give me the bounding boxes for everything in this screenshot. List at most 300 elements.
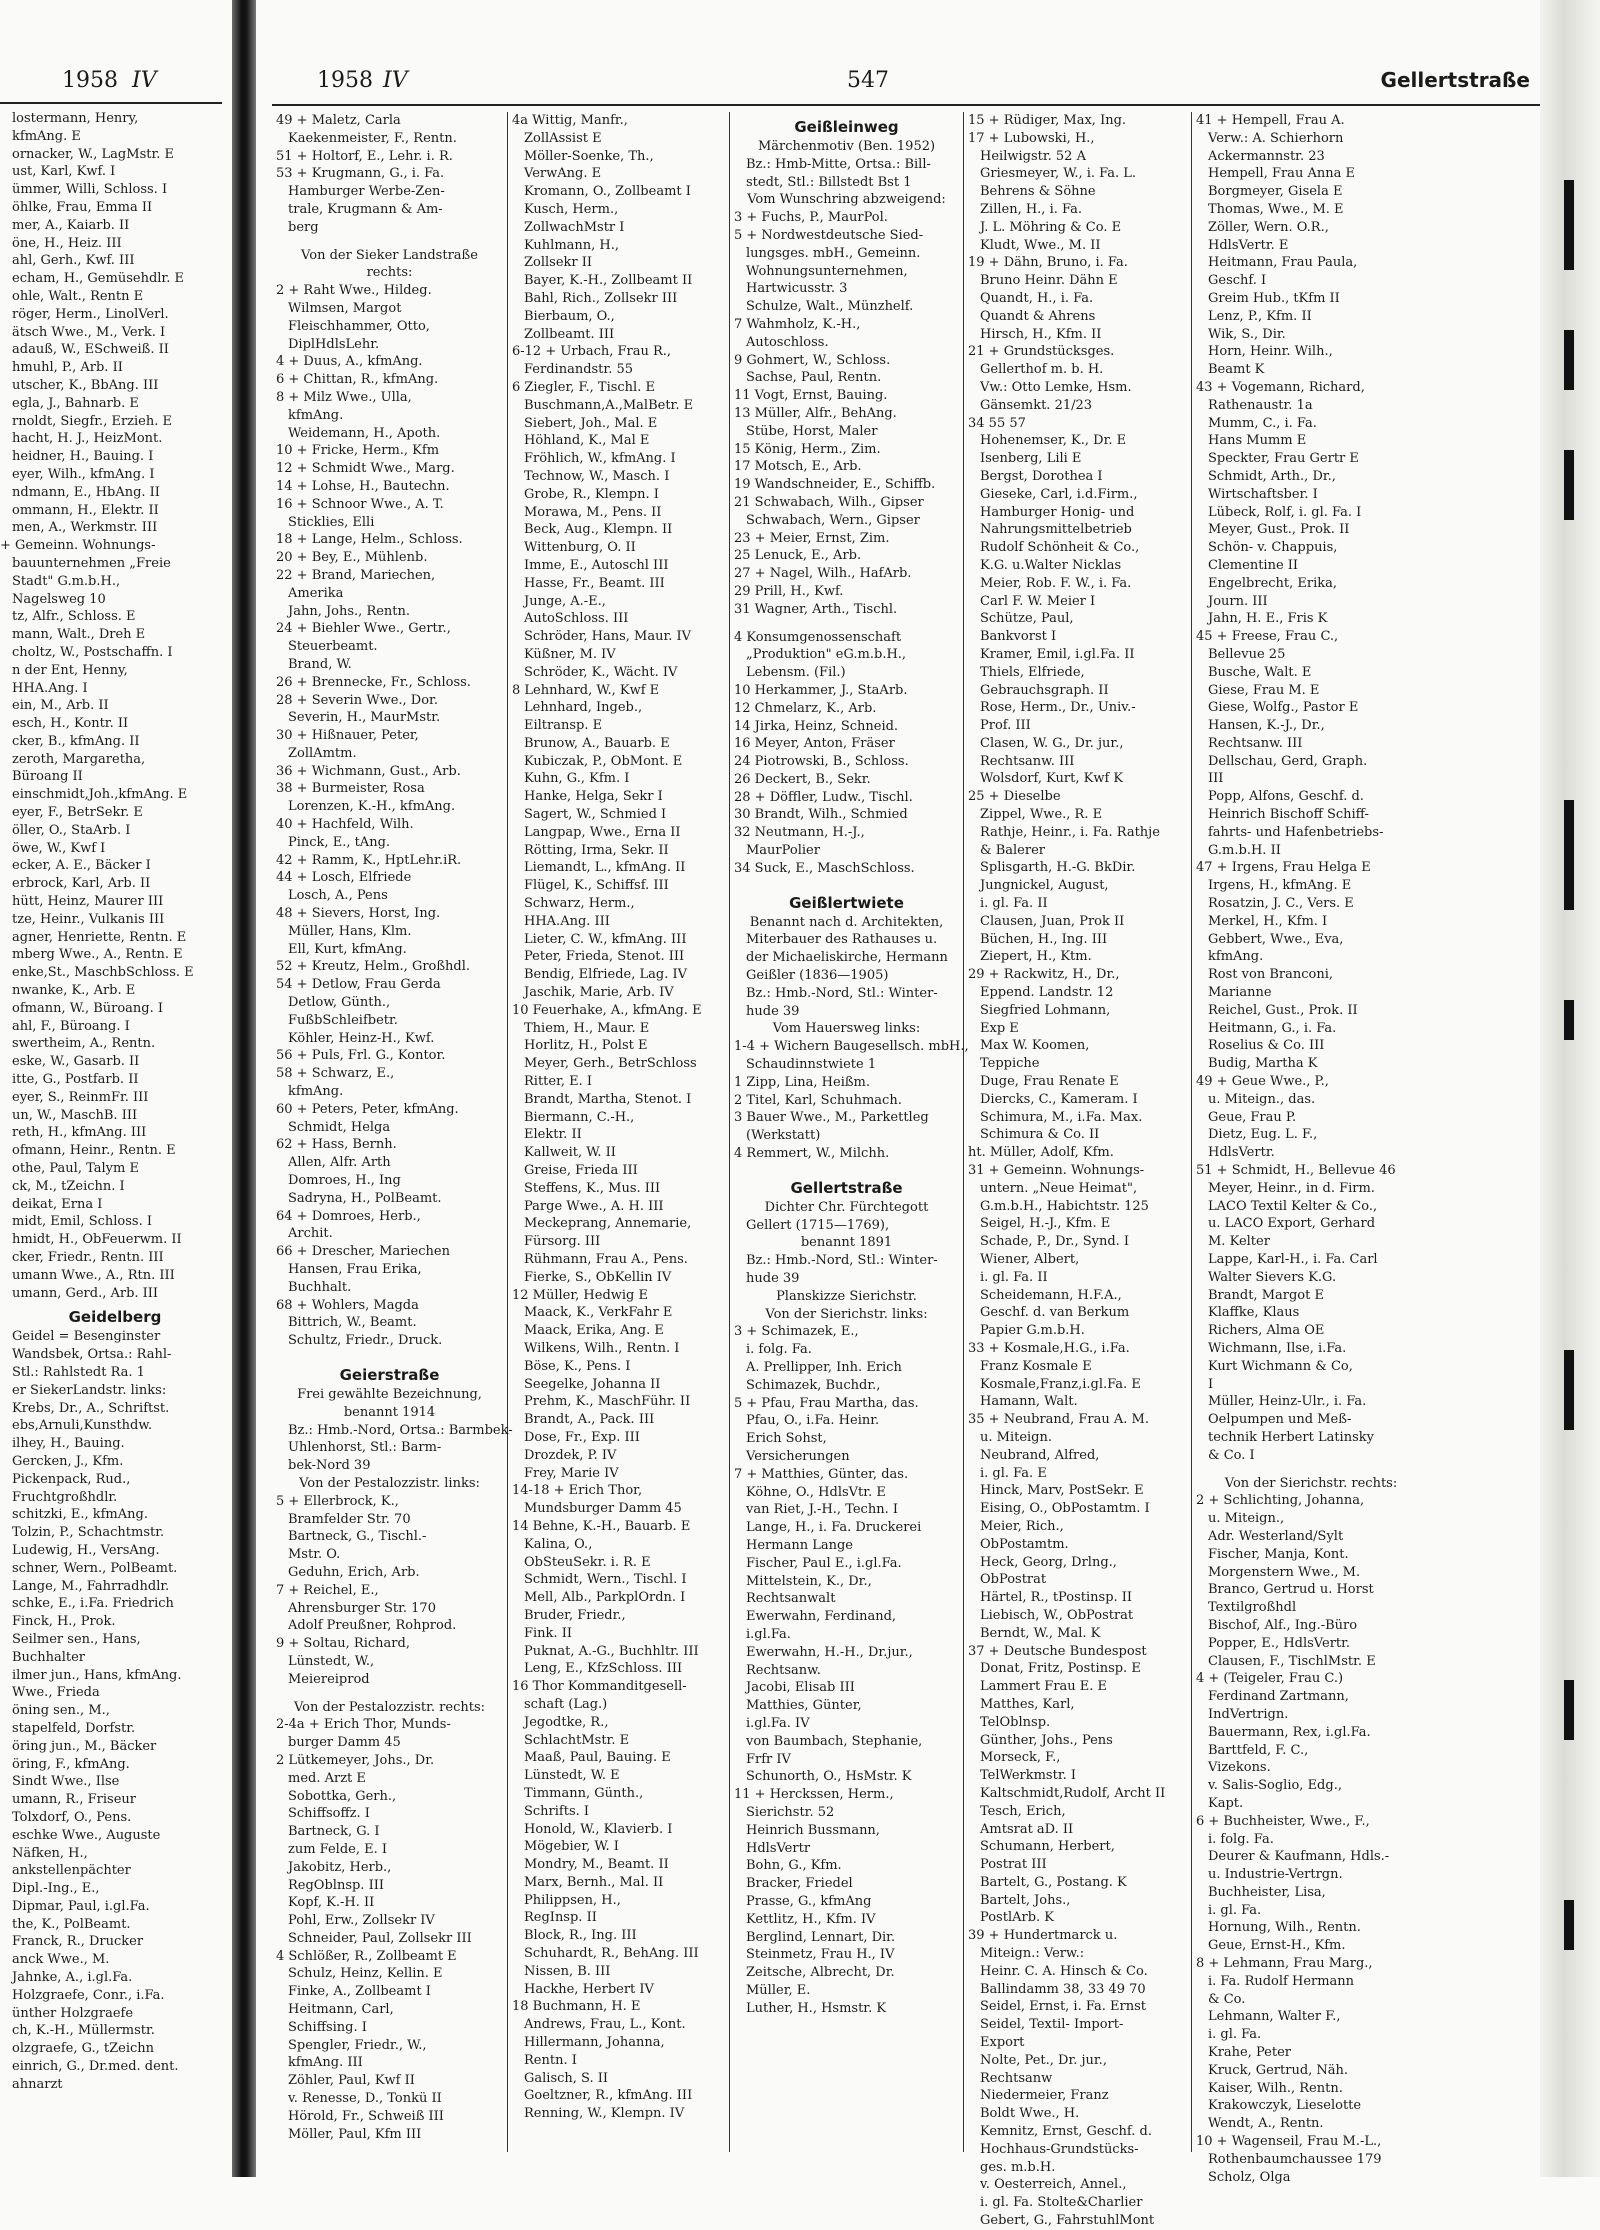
directory-entry: 31 Wagner, Arth., Tischl. xyxy=(734,601,898,617)
directory-entry: kfmAng. xyxy=(288,1084,344,1100)
directory-entry: 4 Konsumgenossenschaft xyxy=(734,629,902,645)
directory-entry: kfmAng. xyxy=(1208,949,1264,965)
directory-entry: Verw.: A. Schierhorn xyxy=(1208,130,1344,146)
directory-entry: u. LACO Export, Gerhard xyxy=(1208,1216,1376,1232)
directory-entry: Rechtsanw. xyxy=(746,1662,821,1678)
directory-entry: Greise, Frieda III xyxy=(524,1163,638,1179)
directory-entry: 26 + Brennecke, Fr., Schloss. xyxy=(276,674,471,690)
directory-entry: Brandt, Martha, Stenot. I xyxy=(524,1091,692,1107)
directory-entry: (Werkstatt) xyxy=(746,1128,821,1144)
directory-entry: Horn, Heinr. Wilh., xyxy=(1208,344,1333,360)
directory-entry: Eising, O., ObPostamtm. I xyxy=(980,1501,1150,1517)
directory-entry: Hansen, K.-J., Dr., xyxy=(1208,718,1325,734)
running-street-head: Gellertstraße xyxy=(1380,68,1530,92)
directory-entry: ilmer jun., Hans, kfmAng. xyxy=(12,1667,182,1683)
directory-entry: Brandt, Margot E xyxy=(1208,1287,1324,1303)
directory-column-5 xyxy=(1192,112,1430,2185)
directory-entry: Dietz, Eug. L. F., xyxy=(1208,1127,1318,1143)
directory-entry: Schumann, Herbert, xyxy=(980,1839,1115,1855)
street-heading: Gellertstraße xyxy=(790,1178,903,1197)
directory-entry: G.m.b.H. II xyxy=(1208,842,1281,858)
directory-entry: trale, Krugmann & Am- xyxy=(288,201,443,217)
directory-entry: rechts: xyxy=(366,265,413,281)
directory-entry: Meyer, Heinr., in d. Firm. xyxy=(1208,1180,1375,1196)
directory-entry: 31 + Gemeinn. Wohnungs- xyxy=(968,1163,1145,1179)
directory-entry: + Gemeinn. Wohnungs- xyxy=(0,538,156,554)
directory-entry: i.gl.Fa. IV xyxy=(746,1715,810,1731)
directory-entry: schke, E., i.Fa. Friedrich xyxy=(12,1596,174,1612)
directory-entry: Bellevue 25 xyxy=(1208,646,1286,662)
directory-entry: Rechtsanw xyxy=(980,2070,1053,2086)
directory-entry: 52 + Kreutz, Helm., Großhdl. xyxy=(276,959,471,975)
directory-entry: Postrat III xyxy=(980,1857,1047,1873)
directory-entry: Ackermannstr. 23 xyxy=(1208,148,1325,164)
directory-entry: 17 Motsch, E., Arb. xyxy=(734,459,862,475)
directory-entry: Clasen, W. G., Dr. jur., xyxy=(980,735,1124,751)
directory-entry: Schmidt, Arth., Dr., xyxy=(1208,468,1336,484)
directory-entry: Lünstedt, W. E xyxy=(524,1768,620,1784)
directory-entry: 41 + Hempell, Frau A. xyxy=(1196,113,1345,128)
directory-entry: Seilmer sen., Hans, xyxy=(12,1631,141,1647)
directory-entry: Franz Kosmale E xyxy=(980,1358,1092,1374)
directory-entry: Kromann, O., Zollbeamt I xyxy=(524,184,691,200)
directory-entry: Mundsburger Damm 45 xyxy=(524,1501,682,1517)
directory-entry: schner, Wern., PolBeamt. xyxy=(12,1560,178,1576)
directory-entry: ohle, Walt., Rentn E xyxy=(12,288,144,304)
left-page-header-rule xyxy=(0,102,222,104)
directory-entry: 2 + Raht Wwe., Hildeg. xyxy=(276,283,432,299)
directory-entry: Rathenaustr. 1a xyxy=(1208,397,1313,413)
directory-entry: benannt 1891 xyxy=(800,1235,893,1251)
directory-entry: Müller, Heinz-Ulr., i. Fa. xyxy=(1208,1394,1367,1410)
directory-entry: Beamt K xyxy=(1208,362,1265,378)
directory-entry: Bruno Heinr. Dähn E xyxy=(980,273,1118,289)
directory-entry: 54 + Detlow, Frau Gerda xyxy=(276,977,441,993)
directory-entry: 66 + Drescher, Mariechen xyxy=(276,1244,450,1260)
directory-entry: 4 + Duus, A., kfmAng. xyxy=(276,354,423,370)
directory-entry: 21 Schwabach, Wilh., Gipser xyxy=(734,494,924,510)
directory-entry: Schröder, Hans, Maur. IV xyxy=(524,629,692,645)
directory-entry: Export xyxy=(980,2035,1025,2051)
directory-entry: Geue, Frau P. xyxy=(1208,1109,1297,1125)
directory-entry: 8 + Milz Wwe., Ulla, xyxy=(276,389,412,405)
directory-entry: Splisgarth, H.-G. BkDir. xyxy=(980,860,1136,876)
directory-column-2 xyxy=(508,112,730,2152)
directory-entry: eyer, Wilh., kfmAng. I xyxy=(12,466,155,482)
directory-entry: Wandsbek, Ortsa.: Rahl- xyxy=(12,1347,172,1363)
directory-entry: & Co. xyxy=(1208,1991,1246,2007)
directory-entry: Biermann, C.-H., xyxy=(524,1109,635,1125)
directory-entry: Zollbeamt. III xyxy=(524,326,615,342)
directory-entry: VerwAng. E xyxy=(524,166,602,182)
directory-entry: 6 + Buchheister, Wwe., F., xyxy=(1196,1813,1370,1829)
directory-entry: Schmidt, Helga xyxy=(288,1119,391,1135)
directory-entry: schitzki, E., kfmAng. xyxy=(12,1507,148,1523)
directory-entry: 35 + Neubrand, Frau A. M. xyxy=(968,1412,1149,1428)
directory-entry: 12 Müller, Hedwig E xyxy=(512,1287,648,1303)
directory-entry: Fischer, Manja, Kont. xyxy=(1208,1546,1349,1562)
directory-entry: Ballindamm 38, 33 49 70 xyxy=(980,1981,1146,1997)
directory-entry: & Co. I xyxy=(1208,1447,1255,1463)
directory-entry: 56 + Puls, Frl. G., Kontor. xyxy=(276,1048,446,1064)
directory-entry: der Michaeliskirche, Hermann xyxy=(746,950,948,966)
directory-entry: Rathje, Heinr., i. Fa. Rathje xyxy=(980,824,1160,840)
directory-entry: 34 Suck, E., MaschSchloss. xyxy=(734,860,915,876)
directory-entry: Zollsekr II xyxy=(524,255,593,271)
directory-entry: Diercks, C., Kameram. I xyxy=(980,1091,1138,1107)
directory-entry: i. folg. Fa. xyxy=(746,1342,812,1358)
directory-entry: Geschf. I xyxy=(1208,273,1267,289)
directory-entry: Zillen, H., i. Fa. xyxy=(980,201,1083,217)
directory-entry: Wittenburg, O. II xyxy=(524,540,636,556)
directory-entry: A. Prellipper, Inh. Erich xyxy=(746,1360,902,1375)
directory-entry: cker, B., kfmAng. II xyxy=(12,733,140,749)
directory-entry: Niedermeier, Franz xyxy=(980,2088,1109,2104)
directory-entry: Hinck, Marv, PostSekr. E xyxy=(980,1483,1144,1499)
directory-entry: 32 Neutmann, H.-J., xyxy=(734,825,865,841)
directory-entry: Rötting, Irma, Sekr. II xyxy=(524,842,669,858)
directory-entry: agner, Henriette, Rentn. E xyxy=(12,929,187,945)
directory-entry: ObPostamtm. xyxy=(980,1536,1069,1552)
directory-entry: Puknat, A.-G., Buchhltr. III xyxy=(524,1643,699,1659)
directory-entry: Lammert Frau E. E xyxy=(980,1679,1108,1695)
directory-entry: Stadt" G.m.b.H., xyxy=(12,573,121,589)
directory-entry: Fink. II xyxy=(524,1625,572,1641)
directory-entry: Kubiczak, P., ObMont. E xyxy=(524,753,683,769)
directory-entry: Lappe, Karl-H., i. Fa. Carl xyxy=(1208,1252,1378,1267)
directory-entry: Bayer, K.-H., Zollbeamt II xyxy=(524,273,693,289)
directory-entry: Rentn. I xyxy=(524,2052,577,2068)
directory-entry: Hamburger Werbe-Zen- xyxy=(288,184,445,200)
directory-entry: Wohnungsunternehmen, xyxy=(746,263,908,279)
directory-entry: 4 + (Teigeler, Frau C.) xyxy=(1196,1671,1344,1687)
directory-entry: 8 + Lehmann, Frau Marg., xyxy=(1196,1956,1373,1972)
directory-entry: Kettlitz, H., Kfm. IV xyxy=(746,1911,876,1927)
directory-entry: Lieter, C. W., kfmAng. III xyxy=(524,931,687,947)
directory-entry: Pinck, E., tAng. xyxy=(288,834,391,850)
directory-entry: Meier, Rich., xyxy=(980,1518,1064,1534)
directory-entry: the, K., PolBeamt. xyxy=(12,1916,131,1932)
directory-entry: 47 + Irgens, Frau Helga E xyxy=(1196,860,1371,876)
directory-entry: echam, H., Gemüsehdlr. E xyxy=(12,271,184,287)
directory-entry: J. L. Möhring & Co. E xyxy=(980,219,1122,235)
directory-entry: 7 + Reichel, E., xyxy=(276,1582,379,1598)
directory-entry: Ritter, E. I xyxy=(524,1074,593,1090)
directory-entry: Schimura & Co. II xyxy=(980,1127,1100,1143)
directory-entry: Morseck, F., xyxy=(980,1750,1061,1766)
directory-entry: Wwe., Frieda xyxy=(12,1685,100,1701)
directory-entry: Barttfeld, F. C., xyxy=(1208,1742,1309,1758)
directory-entry: Andrews, Frau, L., Kont. xyxy=(524,2017,686,2033)
directory-column-4 xyxy=(964,112,1192,2229)
directory-entry: Hochhaus-Grundstücks- xyxy=(980,2141,1139,2157)
directory-entry: Dellschau, Gerd, Graph. xyxy=(1208,753,1368,769)
directory-entry: Fierke, S., ObKellin IV xyxy=(524,1269,672,1285)
directory-entry: Miterbauer des Rathauses u. xyxy=(746,932,938,948)
directory-entry: Maack, K., VerkFahr E xyxy=(524,1305,673,1321)
directory-entry: Speckter, Frau Gertr E xyxy=(1208,451,1359,467)
directory-entry: Clausen, Juan, Prok II xyxy=(980,913,1125,929)
directory-entry: 10 + Wagenseil, Frau M.-L., xyxy=(1196,2134,1382,2150)
directory-entry: Hackhe, Herbert IV xyxy=(524,1981,654,1997)
directory-entry: Prof. III xyxy=(980,718,1031,734)
book-gutter xyxy=(232,0,256,2177)
directory-entry: Vw.: Otto Lemke, Hsm. xyxy=(980,379,1132,395)
directory-entry: Nagelsweg 10 xyxy=(12,591,106,607)
directory-entry: 51 + Schmidt, H., Bellevue 46 xyxy=(1196,1163,1396,1179)
directory-entry: Rothenbaumchaussee 179 xyxy=(1208,2151,1382,2167)
directory-entry: ommann, H., Elektr. II xyxy=(12,502,159,518)
directory-column-3 xyxy=(730,112,969,2152)
directory-entry: 2 Lütkemeyer, Johs., Dr. xyxy=(276,1752,435,1768)
directory-entry: Morawa, M., Pens. II xyxy=(524,504,662,520)
directory-entry: Bahl, Rich., Zollsekr III xyxy=(524,290,678,306)
directory-entry: 62 + Hass, Bernh. xyxy=(276,1137,397,1153)
directory-entry: Wirtschaftsber. I xyxy=(1208,486,1318,502)
directory-entry: 18 Buchmann, H. E xyxy=(512,1999,641,2015)
directory-entry: 48 + Sievers, Horst, Ing. xyxy=(276,906,441,922)
directory-entry: Schön- v. Chappuis, xyxy=(1208,540,1338,556)
directory-entry: Spengler, Friedr., W., xyxy=(288,2037,427,2053)
directory-entry: Pfau, O., i.Fa. Heinr. xyxy=(746,1413,880,1429)
directory-entry: 14 Jirka, Heinz, Schneid. xyxy=(734,718,899,734)
directory-entry: Uhlenhorst, Stl.: Barm- xyxy=(288,1440,442,1456)
directory-entry: burger Damm 45 xyxy=(288,1735,401,1751)
directory-entry: 27 + Nagel, Wilh., HafArb. xyxy=(734,566,912,582)
directory-entry: Deurer & Kaufmann, Hdls.- xyxy=(1208,1849,1390,1865)
directory-entry: swertheim, A., Rentn. xyxy=(12,1036,156,1052)
directory-entry: Brand, W. xyxy=(288,656,352,672)
directory-entry: anck Wwe., M. xyxy=(12,1952,110,1968)
directory-entry: Block, R., Ing. III xyxy=(524,1928,637,1944)
directory-entry: Behrens & Söhne xyxy=(980,184,1096,200)
directory-entry: fahrts- und Hafenbetriebs- xyxy=(1208,824,1384,840)
directory-entry: men, A., Werkmstr. III xyxy=(12,520,158,536)
directory-entry: RegOblnsp. III xyxy=(288,1877,384,1893)
directory-entry: Sadryna, H., PolBeamt. xyxy=(288,1190,442,1206)
directory-entry: Bischof, Alf., Ing.-Büro xyxy=(1208,1617,1358,1633)
directory-entry: 44 + Losch, Elfriede xyxy=(276,870,412,886)
directory-entry: Adr. Westerland/Sylt xyxy=(1208,1528,1344,1544)
directory-entry: Pickenpack, Rud., xyxy=(12,1471,131,1487)
directory-entry: reth, H., kfmAng. III xyxy=(12,1125,147,1141)
directory-entry: 16 Thor Kommanditgesell- xyxy=(512,1679,687,1695)
directory-entry: Sierichstr. 52 xyxy=(746,1804,835,1820)
directory-entry: kfmAng. E xyxy=(12,128,81,144)
directory-entry: Maaß, Paul, Bauing. E xyxy=(524,1750,671,1766)
directory-entry: Luther, H., Hsmstr. K xyxy=(746,2000,887,2016)
directory-entry: Goeltzner, R., kfmAng. III xyxy=(524,2088,693,2104)
directory-entry: 33 + Kosmale,H.G., i.Fa. xyxy=(968,1340,1130,1356)
thumb-index-mark xyxy=(1564,1680,1574,1740)
directory-entry: Wilmsen, Margot xyxy=(288,300,402,316)
directory-entry: Heitmann, Carl, xyxy=(288,2002,394,2018)
directory-entry: Mögebier, W. I xyxy=(524,1839,619,1855)
directory-entry: öning sen., M., xyxy=(12,1703,110,1719)
directory-entry: Schultz, Friedr., Druck. xyxy=(288,1333,443,1349)
directory-entry: öwe, W., Kwf I xyxy=(12,840,106,856)
directory-entry: ck, M., tZeichn. I xyxy=(12,1178,125,1194)
directory-entry: Härtel, R., tPostinsp. II xyxy=(980,1590,1133,1606)
directory-entry: Bracker, Friedel xyxy=(746,1876,853,1892)
directory-entry: Müller, Hans, Klm. xyxy=(288,923,412,939)
page-year: 1958 IV xyxy=(317,68,408,93)
directory-entry: Siebert, Joh., Mal. E xyxy=(524,415,658,431)
directory-entry: 9 Gohmert, W., Schloss. xyxy=(734,352,891,368)
directory-entry: eyer, S., ReinmFr. III xyxy=(12,1089,149,1105)
directory-entry: Brandt, A., Pack. III xyxy=(524,1412,655,1428)
directory-entry: TelOblnsp. xyxy=(980,1714,1051,1730)
directory-entry: 2 Titel, Karl, Schuhmach. xyxy=(734,1092,902,1108)
directory-entry: Bz.: Hmb.-Nord, Ortsa.: Barmbek- xyxy=(288,1422,513,1438)
directory-entry: v. Salis-Soglio, Edg., xyxy=(1208,1778,1342,1794)
directory-entry: 5 + Pfau, Frau Martha, das. xyxy=(734,1395,919,1411)
directory-entry: i. folg. Fa. xyxy=(1208,1831,1274,1847)
directory-entry: u. Industrie-Vertrgn. xyxy=(1208,1867,1343,1883)
directory-entry: choltz, W., Postschaffn. I xyxy=(12,644,173,660)
directory-entry: Eiltransp. E xyxy=(524,718,603,734)
directory-entry: Gebbert, Wwe., Eva, xyxy=(1208,931,1344,947)
directory-entry: G.m.b.H., Habichtstr. 125 xyxy=(980,1198,1149,1214)
directory-entry: Mstr. O. xyxy=(288,1547,341,1563)
directory-entry: 17 + Lubowski, H., xyxy=(968,130,1095,146)
directory-entry: 10 Feuerhake, A., kfmAng. E xyxy=(512,1002,702,1018)
directory-entry: ecker, A. E., Bäcker I xyxy=(12,858,151,874)
directory-entry: Kuhlmann, H., xyxy=(524,237,620,253)
directory-entry: Büchen, H., Ing. III xyxy=(980,931,1108,947)
directory-entry: Papier G.m.b.H. xyxy=(980,1323,1085,1339)
directory-entry: Bartneck, G., Tischl.- xyxy=(288,1529,427,1545)
directory-entry: Schimazek, Buchdr., xyxy=(746,1377,881,1393)
directory-entry: Scholz, Olga xyxy=(1208,2169,1291,2185)
directory-entry: 16 Meyer, Anton, Fräser xyxy=(734,736,895,752)
directory-entry: Technow, W., Masch. I xyxy=(524,468,670,484)
directory-entry: Thomas, Wwe., M. E xyxy=(1208,201,1344,217)
directory-entry: Schröder, K., Wächt. IV xyxy=(524,664,678,680)
directory-entry: Versicherungen xyxy=(746,1448,850,1464)
directory-entry: SchlachtMstr. E xyxy=(524,1732,630,1748)
directory-entry: Zippel, Wwe., R. E xyxy=(980,807,1103,823)
directory-entry: öller, O., StaArb. I xyxy=(12,822,131,838)
directory-entry: Meiereiprod xyxy=(288,1671,370,1687)
directory-entry: 38 + Burmeister, Rosa xyxy=(276,781,425,797)
directory-entry: Ewerwahn, H.-H., Dr.jur., xyxy=(746,1644,913,1660)
directory-entry: Seidel, Ernst, i. Fa. Ernst xyxy=(980,1999,1146,2015)
directory-entry: 7 Wahmholz, K.-H., xyxy=(734,316,861,332)
directory-entry: Ziepert, H., Ktm. xyxy=(980,949,1092,965)
directory-entry: Richers, Alma OE xyxy=(1208,1323,1325,1339)
directory-entry: i. gl. Fa. II xyxy=(980,1269,1048,1285)
directory-entry: Rosatzin, J. C., Vers. E xyxy=(1208,896,1354,912)
directory-entry: Geduhn, Erich, Arb. xyxy=(288,1564,420,1580)
directory-entry: Zeitsche, Albrecht, Dr. xyxy=(746,1965,895,1981)
directory-page xyxy=(272,60,1540,2229)
directory-entry: Frey, Marie IV xyxy=(524,1465,619,1481)
directory-entry: i. gl. Fa. E xyxy=(980,1465,1047,1481)
directory-entry: Hasse, Fr., Beamt. III xyxy=(524,575,665,591)
directory-entry: Allen, Alfr. Arth xyxy=(288,1155,391,1171)
directory-entry: Quandt, H., i. Fa. xyxy=(980,290,1094,306)
directory-entry: Schimura, M., i.Fa. Max. xyxy=(980,1109,1143,1125)
directory-entry: Von der Sierichstr. links: xyxy=(765,1306,928,1322)
directory-entry: Marianne xyxy=(1208,985,1272,1001)
directory-entry: Jaschik, Marie, Arb. IV xyxy=(524,985,674,1001)
directory-entry: Giese, Wolfg., Pastor E xyxy=(1208,700,1359,716)
directory-entry: Steuerbeamt. xyxy=(288,639,378,655)
directory-entry: i. Fa. Rudolf Hermann xyxy=(1208,1973,1355,1989)
directory-entry: Fruchtgroßhdlr. xyxy=(12,1489,118,1505)
directory-entry: 24 Piotrowski, B., Schloss. xyxy=(734,754,909,770)
directory-entry: Kallweit, W. II xyxy=(524,1145,616,1161)
left-page-volume: IV xyxy=(132,68,157,93)
directory-entry: 9 + Soltau, Richard, xyxy=(276,1636,410,1652)
directory-entry: Amtsrat aD. II xyxy=(980,1821,1074,1837)
directory-entry: Marx, Bernh., Mal. II xyxy=(524,1874,664,1890)
spacer xyxy=(734,878,959,888)
directory-entry: Schrifts. I xyxy=(524,1803,590,1819)
directory-entry: Textilgroßhdl xyxy=(1208,1600,1297,1616)
directory-entry: 28 + Döffler, Ludw., Tischl. xyxy=(734,789,913,805)
directory-entry: Miteign.: Verw.: xyxy=(980,1946,1085,1962)
directory-entry: IndVertrign. xyxy=(1208,1706,1289,1722)
directory-entry: Jahnke, A., i.gl.Fa. xyxy=(12,1970,133,1986)
directory-entry: Kaltschmidt,Rudolf, Archt II xyxy=(980,1785,1166,1801)
directory-entry: deikat, Erna I xyxy=(12,1196,103,1212)
directory-entry: Meyer, Gerh., BetrSchloss xyxy=(524,1056,697,1072)
directory-entry: 19 + Dähn, Bruno, i. Fa. xyxy=(968,255,1128,271)
directory-entry: Donat, Fritz, Postinsp. E xyxy=(980,1661,1141,1677)
directory-entry: Finck, H., Prok. xyxy=(12,1614,116,1630)
directory-entry: Gellert (1715—1769), xyxy=(746,1217,890,1233)
directory-entry: Stl.: Rahlstedt Ra. 1 xyxy=(12,1364,145,1380)
directory-entry: kfmAng. xyxy=(288,407,344,423)
directory-entry: Vom Wunschring abzweigend: xyxy=(747,192,946,208)
directory-entry: ünther Holzgraefe xyxy=(12,2005,134,2021)
directory-entry: ebs,Arnuli,Kunsthdw. xyxy=(12,1418,153,1434)
directory-entry: i. gl. Fa. xyxy=(1208,2027,1262,2043)
directory-entry: öring, F., kfmAng. xyxy=(12,1756,130,1772)
directory-entry: Schuhardt, R., BehAng. III xyxy=(524,1946,699,1962)
directory-entry: Erich Sohst, xyxy=(746,1431,827,1447)
directory-entry: ust, Karl, Kwf. I xyxy=(12,164,116,180)
directory-entry: Fleischhammer, Otto, xyxy=(288,318,430,334)
directory-entry: Heck, Georg, Drlng., xyxy=(980,1554,1117,1570)
directory-entry: Köhler, Heinz-H., Kwf. xyxy=(288,1030,435,1046)
directory-entry: Elektr. II xyxy=(524,1127,582,1143)
directory-entry: Giese, Frau M. E xyxy=(1208,682,1320,698)
directory-entry: Lange, M., Fahrradhdlr. xyxy=(12,1578,170,1594)
directory-entry: Brunow, A., Bauarb. E xyxy=(524,735,670,751)
directory-entry: ahl, Gerh., Kwf. III xyxy=(12,253,135,269)
directory-entry: Rost von Branconi, xyxy=(1208,967,1333,983)
directory-entry: 4 Remmert, W., Milchh. xyxy=(734,1146,890,1162)
directory-entry: Wiener, Albert, xyxy=(980,1252,1080,1267)
directory-entry: Buchhalter xyxy=(12,1649,85,1665)
directory-entry: umann Wwe., A., Rtn. III xyxy=(12,1267,175,1283)
thumb-index-mark xyxy=(1564,1350,1574,1430)
directory-entry: Seigel, H.-J., Kfm. E xyxy=(980,1216,1111,1232)
directory-entry: Gebrauchsgraph. II xyxy=(980,682,1109,698)
directory-entry: Berglind, Lennart, Dir. xyxy=(746,1929,896,1945)
directory-entry: ofmann, W., Büroang. I xyxy=(12,1000,164,1016)
directory-entry: einschmidt,Joh.,kfmAng. E xyxy=(12,787,188,803)
directory-entry: ein, M., Arb. II xyxy=(12,698,109,714)
directory-entry: Wolsdorf, Kurt, Kwf K xyxy=(980,771,1124,787)
directory-entry: umann, Gerd., Arb. III xyxy=(12,1285,159,1301)
directory-entry: Ewerwahn, Ferdinand, xyxy=(746,1609,897,1625)
directory-entry: 53 + Krugmann, G., i. Fa. xyxy=(276,166,445,182)
directory-entry: Quandt & Ahrens xyxy=(980,308,1096,324)
